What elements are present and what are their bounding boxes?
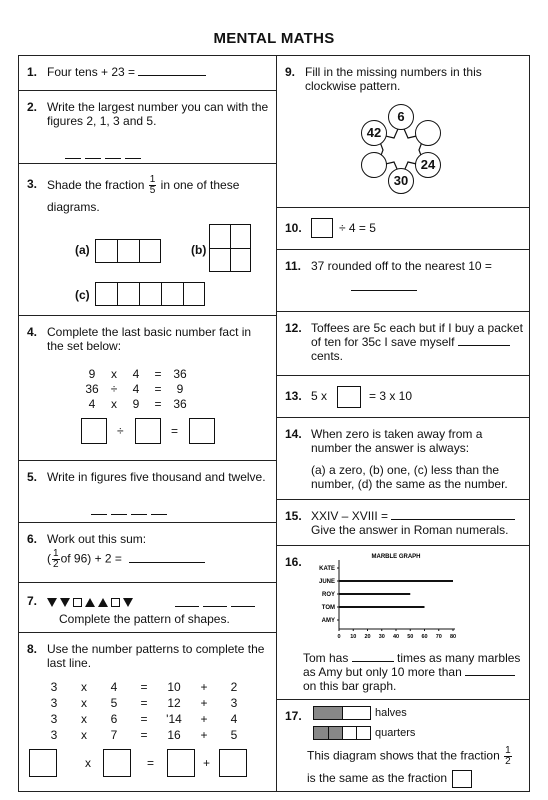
answer-box-1[interactable] xyxy=(81,418,107,444)
operator: ÷ xyxy=(117,424,124,438)
petal-blank[interactable] xyxy=(361,152,387,178)
answer-box-3[interactable] xyxy=(167,749,195,777)
question-text: This diagram shows that the fraction xyxy=(307,748,500,763)
answer-blank[interactable] xyxy=(351,290,417,291)
question-1 xyxy=(19,56,276,91)
x-tick-label: 0 xyxy=(337,634,341,640)
x-tick-label: 60 xyxy=(421,634,428,640)
fraction: $\frac{1}{2}$ xyxy=(505,745,511,767)
operator: x xyxy=(85,756,91,770)
question-number: 2. xyxy=(27,100,38,114)
fact-row: 4 x 9 = 36 xyxy=(88,397,187,411)
question-number: 10. xyxy=(285,221,302,235)
answer-box[interactable] xyxy=(337,386,361,408)
question-6 xyxy=(19,523,276,583)
answer-box-4[interactable] xyxy=(219,749,247,777)
operator: = xyxy=(147,756,155,770)
digit-blanks[interactable] xyxy=(91,505,167,519)
question-subtext: Give the answer in Roman numerals. xyxy=(311,523,509,537)
right-column xyxy=(277,56,529,791)
label-b: (b) xyxy=(191,243,207,257)
question-number: 5. xyxy=(27,470,38,484)
diagram-b[interactable] xyxy=(209,224,251,272)
fact-row: 9 x 4 = 36 xyxy=(88,367,187,381)
question-number: 3. xyxy=(27,177,38,191)
question-4 xyxy=(19,316,276,461)
pattern-row: 3 x 7 = 16 + 5 xyxy=(50,728,238,742)
chart-title: MARBLE GRAPH xyxy=(371,554,421,560)
question-text: Use the number patterns to complete the last line. xyxy=(47,642,265,670)
question-number: 11. xyxy=(285,259,302,273)
category-label: ROY xyxy=(321,592,335,598)
fact-row: 36 ÷ 4 = 9 xyxy=(85,382,184,396)
bar-june xyxy=(339,580,453,582)
answer-blank-1[interactable] xyxy=(352,661,394,662)
square-icon xyxy=(73,598,82,607)
answer-blank-2[interactable] xyxy=(465,675,515,676)
question-number: 7. xyxy=(27,594,38,608)
x-tick-label: 20 xyxy=(364,634,371,640)
question-text-2: in one of these diagrams. xyxy=(47,178,240,215)
category-label: JUNE xyxy=(318,579,335,585)
equation-right: = 3 x 10 xyxy=(369,389,413,403)
question-17 xyxy=(277,700,529,793)
question-text: When zero is taken away from a number the answer is always: xyxy=(311,427,483,455)
diagram-c[interactable] xyxy=(95,282,205,306)
question-number: 9. xyxy=(285,65,296,79)
answer-blank[interactable] xyxy=(391,519,515,520)
bar-tom xyxy=(339,606,425,608)
question-15 xyxy=(277,500,529,546)
x-tick-label: 50 xyxy=(407,634,414,640)
question-text: Four tens + 23 = xyxy=(47,65,136,79)
x-tick-label: 70 xyxy=(435,634,442,640)
square-icon xyxy=(111,598,120,607)
answer-blank[interactable] xyxy=(129,562,205,563)
question-number: 8. xyxy=(27,642,38,656)
question-5 xyxy=(19,461,276,523)
operator: + xyxy=(203,756,211,770)
question-10 xyxy=(277,208,529,250)
sum-expression: ( $\frac{1}{2}$ of 96) + 2 = xyxy=(47,549,205,570)
question-number: 15. xyxy=(285,509,302,523)
operator: = xyxy=(171,424,179,438)
question-text-2: is the same as the fraction xyxy=(307,771,448,786)
question-number: 1. xyxy=(27,65,38,79)
category-label: KATE xyxy=(319,566,335,572)
quarters-bar xyxy=(313,726,371,740)
category-label: TOM xyxy=(321,605,335,611)
equation-left: 5 x xyxy=(311,389,328,403)
question-number: 16. xyxy=(285,555,302,569)
digit-blanks[interactable] xyxy=(65,149,141,163)
answer-box-1[interactable] xyxy=(29,749,57,777)
petal-blank[interactable] xyxy=(415,120,441,146)
answer-blank[interactable] xyxy=(138,75,206,76)
question-11 xyxy=(277,250,529,312)
answer-box[interactable] xyxy=(311,218,333,238)
answer-box-2[interactable] xyxy=(103,749,131,777)
diagram-a[interactable] xyxy=(95,239,161,263)
question-text: Complete the last basic number fact in the set below: xyxy=(47,325,252,353)
pattern-row: 3 x 4 = 10 + 2 xyxy=(50,680,238,694)
triangle-down-icon xyxy=(47,598,57,607)
question-text: Write the largest number you can with the figures 2, 1, 3 and 5. xyxy=(47,100,269,128)
marble-graph xyxy=(307,550,527,644)
answer-options: (a) a zero, (b) one, (c) less than the number, (d) the same as the number. xyxy=(311,463,508,491)
worksheet xyxy=(18,55,530,792)
petal: 6 xyxy=(388,104,414,130)
shape-pattern xyxy=(47,596,136,610)
question-text: XXIV – XVIII = xyxy=(311,509,389,523)
question-text: Tom has times as many marbles as Amy but only 10 more than on this bar graph. xyxy=(303,651,521,693)
label-c: (c) xyxy=(75,288,90,302)
question-16 xyxy=(277,546,529,700)
x-tick-label: 10 xyxy=(350,634,357,640)
question-text: Toffees are 5c each but if I buy a packet of ten for 35c I save myself xyxy=(311,321,523,349)
question-3 xyxy=(19,164,276,316)
x-tick-label: 80 xyxy=(449,634,457,640)
halves-bar xyxy=(313,706,371,720)
fraction: $\frac{1}{5}$ xyxy=(149,174,156,197)
answer-box-2[interactable] xyxy=(135,418,161,444)
pattern-row: 3 x 6 = '14 + 4 xyxy=(50,712,238,726)
clockwise-pattern xyxy=(351,100,451,200)
question-2 xyxy=(19,91,276,164)
petal: 30 xyxy=(388,168,414,194)
answer-box[interactable] xyxy=(452,770,472,788)
halves-label: halves xyxy=(375,707,407,719)
quarters-label: quarters xyxy=(375,727,416,739)
left-column xyxy=(19,56,277,791)
question-text: Shade the fraction xyxy=(47,178,145,192)
question-7 xyxy=(19,583,276,633)
shape-blanks[interactable] xyxy=(175,597,255,611)
marble-bar-chart xyxy=(307,550,527,644)
question-text: 37 rounded off to the nearest 10 = xyxy=(311,259,492,273)
question-number: 17. xyxy=(285,709,302,723)
answer-blank[interactable] xyxy=(458,345,510,346)
bar-roy xyxy=(339,593,410,595)
question-number: 14. xyxy=(285,427,302,441)
label-a: (a) xyxy=(75,243,90,257)
answer-box-3[interactable] xyxy=(189,418,215,444)
category-label: AMY xyxy=(321,618,335,624)
triangle-up-icon xyxy=(85,598,95,607)
question-9 xyxy=(277,56,529,208)
question-number: 13. xyxy=(285,389,302,403)
triangle-up-icon xyxy=(98,598,108,607)
question-12: 12. Toffees are 5c each but if I buy a packet of ten for 35c I save myself cents. xyxy=(277,312,529,376)
question-8 xyxy=(19,633,276,793)
question-text: ÷ 4 = 5 xyxy=(339,221,376,235)
page-title: MENTAL MATHS xyxy=(213,30,335,47)
x-tick-label: 40 xyxy=(392,634,400,640)
question-text: Fill in the missing numbers in this clockwise pattern. xyxy=(305,65,482,93)
question-number: 12. xyxy=(285,321,302,335)
pattern-row: 3 x 5 = 12 + 3 xyxy=(50,696,238,710)
question-14 xyxy=(277,418,529,500)
petal: 24 xyxy=(415,152,441,178)
petal: 42 xyxy=(361,120,387,146)
question-number: 6. xyxy=(27,532,38,546)
question-text: Work out this sum: xyxy=(47,532,147,546)
question-number: 4. xyxy=(27,325,38,339)
x-tick-label: 30 xyxy=(378,634,385,640)
question-text: Complete the pattern of shapes. xyxy=(59,612,230,626)
question-text: Write in figures five thousand and twelve. xyxy=(47,470,266,484)
triangle-down-icon xyxy=(60,598,70,607)
question-13 xyxy=(277,376,529,418)
triangle-down-icon xyxy=(123,598,133,607)
